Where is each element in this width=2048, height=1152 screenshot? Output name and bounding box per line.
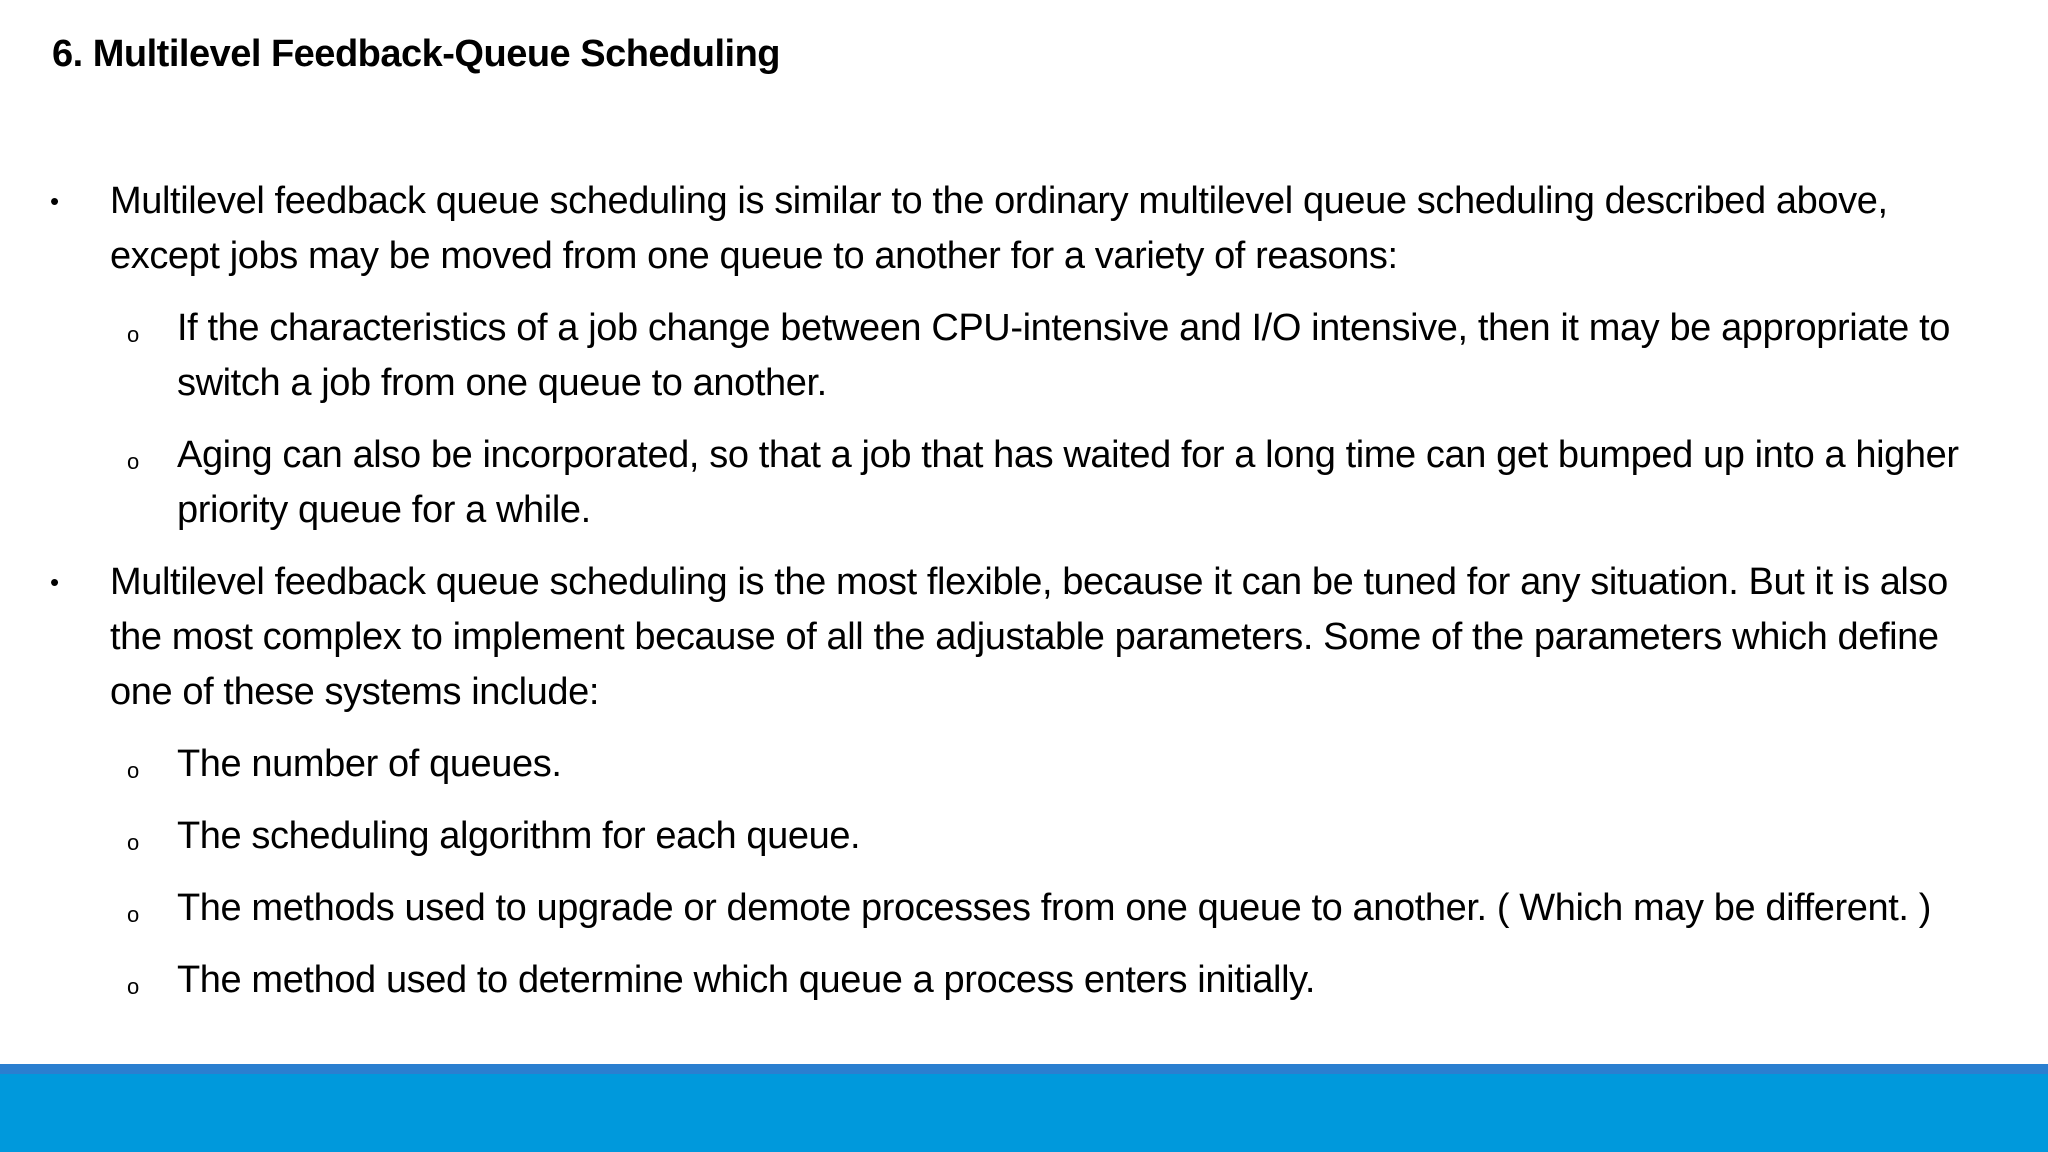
sub-bullet-text: The number of queues. (177, 743, 562, 785)
sub-bullet-marker: o (127, 830, 139, 855)
sub-bullet-text: If the characteristics of a job change between CPU-intensive and I/O intensive, then it may be appropriate to switch a job from one queue to another. (177, 307, 1950, 404)
sub-bullet-marker: o (127, 902, 139, 927)
sub-bullet-text: Aging can also be incorporated, so that a job that has waited for a long time can get bumped up into a higher priority queue for a while. (177, 434, 1959, 531)
sub-bullet-marker: o (127, 449, 139, 474)
sub-bullet-item-3 (127, 737, 1977, 792)
footer-stripe (0, 1064, 2048, 1074)
slide-content (0, 174, 2048, 1025)
sub-bullet-marker: o (127, 974, 139, 999)
sub-bullet-item-1 (127, 301, 1977, 411)
sub-bullet-item-6 (127, 953, 1977, 1008)
bullet-marker: • (50, 567, 59, 597)
sub-bullet-text: The method used to determine which queue a process enters initially. (177, 959, 1316, 1001)
sub-bullet-marker: o (127, 322, 139, 347)
bullet-marker: • (50, 186, 59, 216)
sub-bullet-item-5 (127, 881, 1977, 936)
footer-bar (0, 1074, 2048, 1152)
bullet-text: Multilevel feedback queue scheduling is the most flexible, because it can be tuned for any situation. But it is also the most complex to implement because of all the adjustable parameters. Some of the parameters which define one of these systems include: (110, 561, 1948, 713)
sub-bullet-item-4 (127, 809, 1977, 864)
sub-bullet-text: The scheduling algorithm for each queue. (177, 815, 861, 857)
sub-bullet-text: The methods used to upgrade or demote processes from one queue to another. ( Which may be different. ) (177, 887, 1931, 929)
slide-title: 6. Multilevel Feedback-Queue Scheduling (52, 33, 781, 75)
bullet-item-1 (50, 174, 1990, 284)
sub-bullet-marker: o (127, 758, 139, 783)
bullet-text: Multilevel feedback queue scheduling is similar to the ordinary multilevel queue scheduling described above, except jobs may be moved from one queue to another for a variety of reasons: (110, 180, 1888, 277)
sub-bullet-item-2 (127, 428, 1977, 538)
bullet-item-2 (50, 555, 1990, 720)
